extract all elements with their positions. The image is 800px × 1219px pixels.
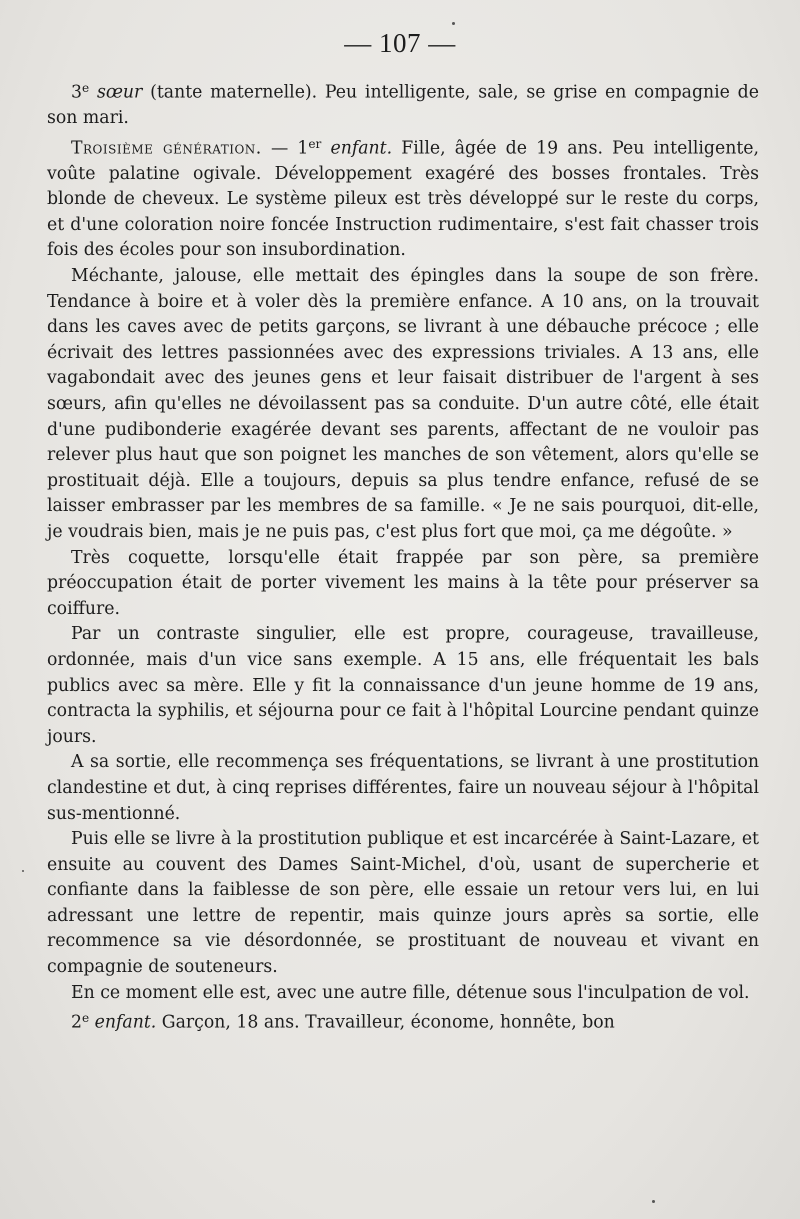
paragraph: Puis elle se livre à la prostitution publique et est incarcérée à Saint-Lazare, et ensuite au couvent des Dames Saint-Michel, d'où, usant de supercherie et confiante dans la faiblesse de son père, elle essaie un retour vers lui, en lui adressant une lettre de repentir, mais quinze jours après sa sortie, elle recommence sa vie désordonnée, se prostituant de nouveau et vivant en compagnie de souteneurs. — [47, 829, 759, 978]
paragraph: Méchante, jalouse, elle mettait des épingles dans la soupe de son frère. Tendance à boire et à voler dès la première enfance. A 10 ans, on la trouvait dans les caves avec de petits garçons, se livrant à une débauche précoce ; elle écrivait des lettres passionnées avec des expressions triviales. A 13 ans, elle vagabondait avec des jeunes gens et leur faisait distribuer de l'argent à ses sœurs, afin qu'elles ne dévoilassent pas sa conduite. D'un autre côté, elle était d'une pudibonderie exagérée devant ses parents, affectant de ne vouloir pas relever plus haut que son poignet les manches de son vêtement, alors qu'elle se prostituait déjà. Elle a toujours, depuis sa plus tendre enfance, refusé de se laisser embrasser par les membres de sa famille. « Je ne sais pourquoi, dit-elle, je voudrais bien, mais je ne puis pas, c'est plus fort que moi, ça me dégoûte. » — [47, 266, 759, 542]
sister-ordinal-suffix: e — [82, 81, 90, 95]
child-word: enfant. — [330, 138, 393, 159]
child-ordinal: 2 — [71, 1012, 82, 1033]
paragraph: Très coquette, lorsqu'elle était frappée par son père, sa première préoccupation était de porter vivement les mains à la tête pour préserver sa coiffure. — [47, 547, 759, 619]
child-word: enfant. — [94, 1012, 157, 1033]
paragraph-third-generation — [47, 132, 759, 264]
paragraph: Par un contraste singulier, elle est propre, courageuse, travailleuse, ordonnée, mais d'un vice sans exemple. A 15 ans, elle fréquentait les bals publics avec sa mère. Elle y fit la connaissance d'un jeune homme de 19 ans, contracta la syphilis, et séjourna pour ce fait à l'hôpital Lourcine pendant quinze jours. — [47, 624, 759, 747]
paragraph: A sa sortie, elle recommença ses fréquentations, se livrant à une prostitution clandestine et dut, à cinq reprises différentes, faire un nouveau séjour à l'hôpital sus-mentionné. — [47, 752, 759, 824]
paragraph-second-child — [47, 1006, 759, 1036]
print-speck — [652, 1200, 655, 1203]
paragraph-text: (tante maternelle). Peu intelligente, sale, se grise en compagnie de son mari. — [47, 82, 759, 129]
sister-ordinal: 3 — [71, 82, 82, 103]
page-number: — 107 — — [344, 28, 456, 58]
print-speck — [452, 22, 455, 25]
paragraph-text: Garçon, 18 ans. Travailleur, économe, honnête, bon — [161, 1012, 615, 1033]
child-ordinal-suffix: e — [82, 1011, 90, 1026]
child-ordinal: 1 — [297, 138, 309, 159]
child-ordinal-suffix: er — [308, 136, 322, 151]
print-speck — [22, 870, 24, 872]
paragraph: En ce moment elle est, avec une autre fille, détenue sous l'inculpation de vol. — [71, 982, 750, 1003]
heading-dash: — — [270, 138, 289, 159]
section-heading: Troisième génération. — [71, 138, 262, 159]
sister-word: sœur — [96, 82, 143, 103]
page-body — [47, 76, 759, 1036]
paragraph-text: Fille, âgée de 19 ans. Peu intelligente, voûte palatine ogivale. Développement exagéré des bosses frontales. Très blonde de cheveux. Le système pileux est très développé sur le reste du corps, et d'une coloration noire foncée Instruction rudimentaire, s'est fait chasser trois fois des écoles pour son insubordination. — [47, 138, 760, 261]
paragraph-third-sister — [47, 76, 759, 132]
